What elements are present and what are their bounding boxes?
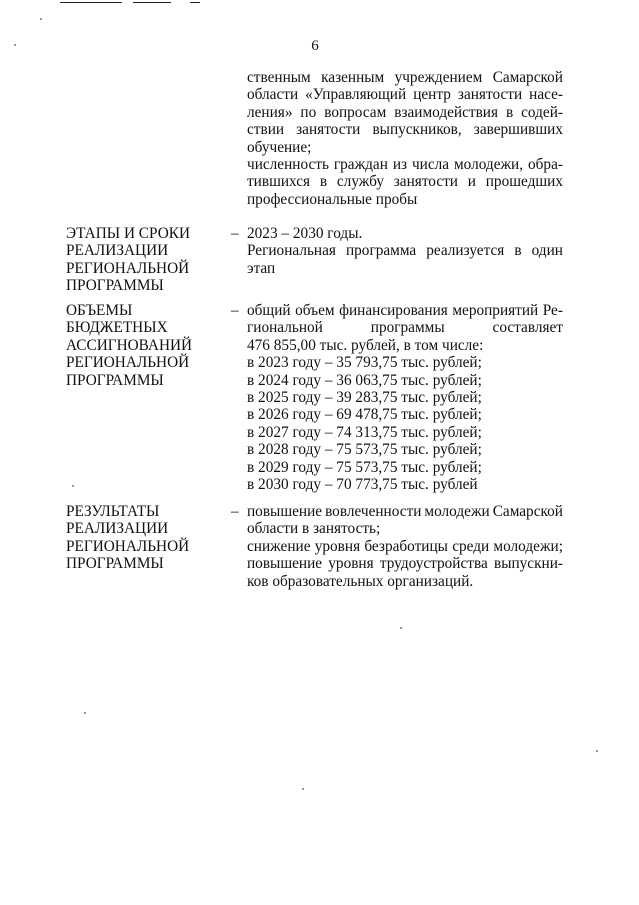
word: центр: [413, 86, 451, 104]
word: мероприятий: [452, 302, 539, 319]
word: занятости: [393, 173, 458, 191]
label-line: РЕГИОНАЛЬНОЙ: [66, 354, 190, 372]
year-line: в 2027 году – 74 313,75 тыс. рублей;: [247, 423, 482, 441]
word: программы: [370, 319, 445, 337]
stages-label: [66, 225, 216, 295]
results-dash: –: [231, 503, 239, 520]
year-line: в 2025 году – 39 283,75 тыс. рублей;: [247, 389, 482, 407]
year-line: в 2026 году – 69 478,75 тыс. рублей;: [247, 406, 482, 424]
word: ственным: [247, 69, 311, 86]
continuation-text: [247, 69, 563, 208]
text-line: [247, 86, 563, 103]
text-line: [247, 242, 563, 259]
scan-speck: [72, 485, 74, 487]
label-line: ПРОГРАММЫ: [66, 371, 164, 389]
word: безработицы: [364, 537, 448, 555]
scan-speck: [14, 44, 16, 46]
year-line: в 2029 году – 75 573,75 тыс. рублей;: [247, 458, 482, 476]
word: области: [247, 86, 299, 104]
word: числа: [411, 156, 450, 174]
text-line: [247, 555, 563, 572]
word: и: [467, 173, 476, 191]
word: финансирования: [339, 302, 448, 319]
word: обра-: [527, 156, 563, 174]
funding-content: [247, 302, 563, 493]
word: выпускни-: [493, 555, 563, 573]
word: содей-: [521, 103, 563, 121]
word: выпускников,: [372, 121, 462, 139]
word: ления»: [247, 103, 293, 121]
text-line: ков образовательных организаций.: [247, 572, 474, 590]
word: снижение: [247, 537, 311, 555]
word: насе-: [529, 86, 563, 104]
word: службу: [336, 173, 384, 191]
word: ствии: [247, 121, 285, 139]
word: в: [514, 242, 522, 260]
label-line: РЕАЛИЗАЦИИ: [66, 520, 169, 538]
word: Региональная: [247, 242, 336, 260]
label-line: БЮДЖЕТНЫХ: [66, 319, 168, 337]
word: по: [300, 103, 317, 121]
year-line: в 2024 году – 36 063,75 тыс. рублей;: [247, 371, 482, 389]
word: граждан: [333, 156, 388, 174]
scan-mark-line: [133, 2, 171, 3]
word: прошедших: [485, 173, 563, 191]
label-line: ПРОГРАММЫ: [66, 555, 164, 573]
word: уровня: [328, 555, 374, 573]
year-line: в 2023 году – 35 793,75 тыс. рублей;: [247, 354, 482, 372]
page-number: 6: [311, 38, 319, 54]
scan-mark-line: [190, 2, 200, 3]
scan-speck: [40, 18, 42, 20]
label-line: РЕАЛИЗАЦИИ: [66, 242, 169, 260]
text-line: [247, 173, 563, 190]
word: Самарской: [492, 503, 563, 520]
word: в: [505, 103, 514, 121]
word: молодежи,: [453, 156, 524, 174]
text-line: этап: [247, 259, 276, 277]
text-line: [247, 121, 563, 138]
word: составляет: [492, 319, 563, 337]
word: занятости: [296, 121, 361, 139]
text-line: [247, 156, 563, 173]
text-line: [247, 538, 563, 555]
word: реализуется: [426, 242, 505, 260]
word: численность: [247, 156, 329, 174]
scan-top-marks: [0, 0, 639, 8]
label-line: АССИГНОВАНИЙ: [66, 336, 193, 354]
label-line: ПРОГРАММЫ: [66, 277, 164, 295]
word: гиональной: [247, 319, 323, 337]
year-line: в 2028 году – 75 573,75 тыс. рублей;: [247, 441, 482, 459]
word: уровня: [314, 537, 361, 555]
funding-dash: –: [231, 302, 239, 319]
word: программа: [345, 242, 417, 260]
text-line: области в занятость;: [247, 520, 381, 538]
text-line: [247, 503, 563, 520]
label-line: ЭТАПЫ И СРОКИ: [66, 225, 191, 242]
text-line: 476 855,00 тыс. рублей, в том числе:: [247, 336, 484, 354]
word: повышение: [247, 503, 323, 520]
word: Самарской: [492, 69, 563, 86]
word: трудоустройства: [379, 555, 488, 573]
text-line: [247, 104, 563, 121]
word: в: [319, 173, 328, 191]
label-line: ОБЪЕМЫ: [66, 302, 133, 319]
word: из: [392, 156, 408, 174]
word: вовлеченности: [325, 503, 422, 520]
label-line: РЕЗУЛЬТАТЫ: [66, 503, 160, 520]
text-line: профессиональные пробы: [247, 190, 418, 208]
funding-label: [66, 302, 216, 389]
results-content: [247, 503, 563, 590]
year-line: в 2030 году – 70 773,75 тыс. рублей: [247, 476, 478, 494]
word: тившихся: [247, 173, 311, 191]
word: завершивших: [473, 121, 563, 139]
word: занятости: [457, 86, 523, 104]
word: вопросам: [324, 103, 387, 121]
scan-speck: [302, 788, 304, 790]
scan-speck: [400, 627, 402, 629]
word: учреждением: [394, 69, 483, 86]
word: Ре-: [542, 302, 563, 319]
label-line: РЕГИОНАЛЬНОЙ: [66, 537, 190, 555]
label-line: РЕГИОНАЛЬНОЙ: [66, 259, 190, 277]
word: молодежи;: [493, 537, 563, 555]
text-line: [247, 302, 563, 319]
scan-speck: [596, 750, 598, 752]
word: один: [531, 242, 563, 260]
scan-mark-line: [60, 2, 122, 3]
stages-dash: –: [231, 225, 239, 242]
word: повышение: [247, 555, 323, 573]
word: общий: [247, 302, 291, 319]
word: «Управляющий: [305, 86, 407, 104]
results-label: [66, 503, 216, 573]
stages-content: [247, 225, 563, 277]
word: молодежи: [424, 503, 490, 520]
scan-speck: [84, 712, 86, 714]
text-line: [247, 69, 563, 86]
word: среди: [452, 537, 490, 555]
word: казенным: [321, 69, 385, 86]
word: объем: [295, 302, 335, 319]
word: взаимодействия: [394, 103, 499, 121]
text-line: 2023 – 2030 годы.: [247, 225, 363, 242]
text-line: [247, 319, 563, 336]
text-line: обучение;: [247, 138, 312, 156]
